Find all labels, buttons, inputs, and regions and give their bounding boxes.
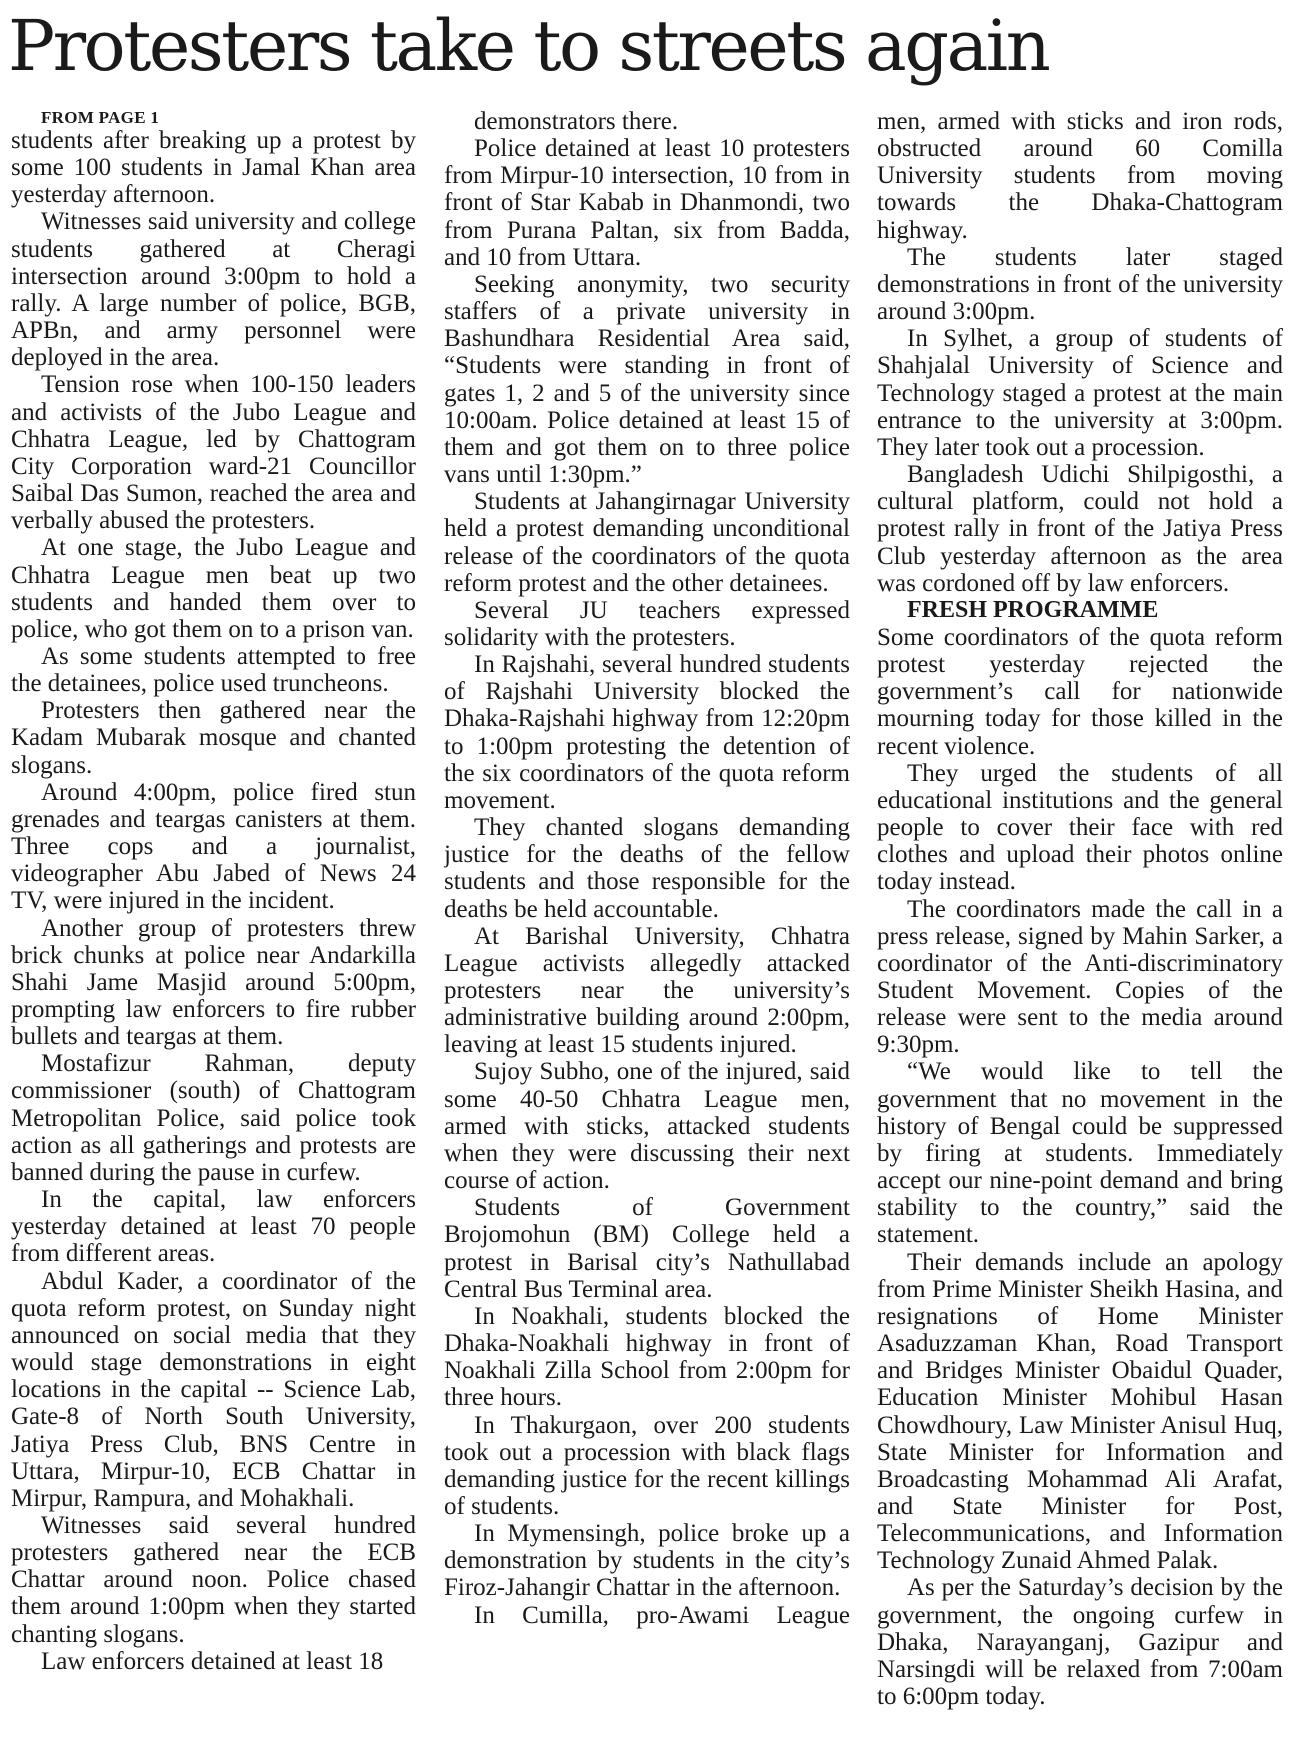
paragraph: Another group of protesters threw brick chunks at police near Andarkilla Shahi Jame Masjid around 5:00pm, prompting law enforcers to fire rubber bullets and teargas at them. xyxy=(11,914,416,1051)
paragraph: Witnesses said several hundred protesters gathered near the ECB Chattar around noon. Police chased them around 1:00pm when they started chanting slogans. xyxy=(11,1511,416,1648)
paragraph: In Rajshahi, several hundred students of Rajshahi University blocked the Dhaka-Rajshahi highway from 12:20pm to 1:00pm protesting the detention of the six coordinators of the quota reform movement. xyxy=(444,651,850,814)
paragraph: The students later staged demonstrations in front of the university around 3:00pm. xyxy=(877,243,1283,326)
paragraph: In Thakurgaon, over 200 students took out a procession with black flags demanding justice for the recent killings of students. xyxy=(444,1411,850,1520)
paragraph: At Barishal University, Chhatra League activists allegedly attacked protesters near the university’s administrative building around 2:00pm, leaving at least 15 students injured. xyxy=(444,922,850,1059)
paragraph: Sujoy Subho, one of the injured, said some 40-50 Chhatra League men, armed with sticks, attacked students when they were discussing their next course of action. xyxy=(444,1058,850,1195)
section-subhead: FRESH PROGRAMME xyxy=(907,596,1159,623)
paragraph: Abdul Kader, a coordinator of the quota reform protest, on Sunday night announced on social media that they would stage demonstrations in eight locations in the capital -- Science Lab, Gate-8 of North South University, Jatiya Press Club, BNS Centre in Uttara, Mirpur-10, ECB Chattar in Mirpur, Rampura, and Mohakhali. xyxy=(11,1267,416,1512)
paragraph: Their demands include an apology from Prime Minister Sheikh Hasina, and resignations of Home Minister Asaduzzaman Khan, Road Transport and Bridges Minister Obaidul Quader, Education Minister Mohibul Hasan Chowdhoury, Law Minister Anisul Huq, State Minister for Information and Broadcasting Mohammad Ali Arafat, and State Minister for Post, Telecommunications, and Information Technology Zunaid Ahmed Palak. xyxy=(877,1248,1283,1575)
paragraph: Tension rose when 100-150 leaders and activists of the Jubo League and Chhatra League, led by Chattogram City Corporation ward-21 Councillor Saibal Das Sumon, reached the area and verbally abused the protesters. xyxy=(11,371,416,535)
paragraph: In Cumilla, pro-Awami League xyxy=(474,1601,850,1629)
paragraph: Students of Government Brojomohun (BM) College held a protest in Barisal city’s Nathullabad Central Bus Terminal area. xyxy=(444,1194,850,1303)
paragraph: In the capital, law enforcers yesterday detained at least 70 people from different areas. xyxy=(11,1186,416,1268)
paragraph: They chanted slogans demanding justice for the deaths of the fellow students and those responsible for the deaths be held accountable. xyxy=(444,814,850,923)
paragraph: In Sylhet, a group of students of Shahjalal University of Science and Technology staged a protest at the main entrance to the university at 3:00pm. They later took out a procession. xyxy=(877,325,1283,461)
paragraph: At one stage, the Jubo League and Chhatra League men beat up two students and handed them over to police, who got them on to a prison van. xyxy=(11,534,416,643)
paragraph: Witnesses said university and college students gathered at Cheragi intersection around 3:00pm to hold a rally. A large number of police, BGB, APBn, and army personnel were deployed in the area. xyxy=(11,208,416,372)
paragraph: The coordinators made the call in a press release, signed by Mahin Sarker, a coordinator of the Anti-discriminatory Student Movement. Copies of the release were sent to the media around 9:30pm. xyxy=(877,895,1283,1059)
article-column-2 xyxy=(444,108,850,1733)
paragraph: Protesters then gathered near the Kadam Mubarak mosque and chanted slogans. xyxy=(11,697,416,779)
paragraph: Bangladesh Udichi Shilpigosthi, a cultural platform, could not hold a protest rally in front of the Jatiya Press Club yesterday afternoon as the area was cordoned off by law enforcers. xyxy=(877,461,1283,597)
paragraph: Students at Jahangirnagar University held a protest demanding unconditional release of the coordinators of the quota reform protest and the other detainees. xyxy=(444,488,850,597)
paragraph: In Mymensingh, police broke up a demonstration by students in the city’s Firoz-Jahangir Chattar in the afternoon. xyxy=(444,1520,850,1602)
paragraph: Some coordinators of the quota reform protest yesterday rejected the government’s call for nationwide mourning today for those killed in the recent violence. xyxy=(877,623,1283,760)
paragraph: In Noakhali, students blocked the Dhaka-Noakhali highway in front of Noakhali Zilla School from 2:00pm for three hours. xyxy=(444,1302,850,1412)
continuation-kicker: FROM PAGE 1 xyxy=(41,108,160,127)
paragraph: As some students attempted to free the detainees, police used truncheons. xyxy=(11,642,416,698)
paragraph: Law enforcers detained at least 18 xyxy=(41,1647,384,1675)
article-column-3 xyxy=(877,108,1283,1733)
paragraph: students after breaking up a protest by some 100 students in Jamal Khan area yesterday afternoon. xyxy=(11,127,416,209)
paragraph: Seeking anonymity, two security staffers of a private university in Bashundhara Residential Area said, “Students were standing in front of gates 1, 2 and 5 of the university since 10:00am. Police detained at least 15 of them and got them on to three police vans until 1:30pm.” xyxy=(444,270,850,489)
paragraph: As per the Saturday’s decision by the government, the ongoing curfew in Dhaka, Narayanganj, Gazipur and Narsingdi will be relaxed from 7:00am to 6:00pm today. xyxy=(877,1574,1283,1711)
paragraph: men, armed with sticks and iron rods, obstructed around 60 Comilla University students from moving towards the Dhaka-Chattogram highway. xyxy=(877,108,1283,244)
paragraph: Police detained at least 10 protesters from Mirpur-10 intersection, 10 from in front of Star Kabab in Dhanmondi, two from Purana Paltan, six from Badda, and 10 from Uttara. xyxy=(444,135,850,271)
headline: Protesters take to streets again xyxy=(8,5,1049,87)
article-column-1 xyxy=(11,108,416,1733)
paragraph: Around 4:00pm, police fired stun grenades and teargas canisters at them. Three cops and a journalist, videographer Abu Jabed of News 24 TV, were injured in the incident. xyxy=(11,778,416,915)
paragraph: Several JU teachers expressed solidarity with the protesters. xyxy=(444,596,850,651)
paragraph: Mostafizur Rahman, deputy commissioner (south) of Chattogram Metropolitan Police, said police took action as all gatherings and protests are banned during the pause in curfew. xyxy=(11,1050,416,1186)
paragraph: demonstrators there. xyxy=(474,108,679,135)
paragraph: They urged the students of all educational institutions and the general people to cover their face with red clothes and upload their photos online today instead. xyxy=(877,759,1283,896)
paragraph: “We would like to tell the government that no movement in the history of Bengal could be suppressed by firing at students. Immediately accept our nine-point demand and bring stability to the country,” said the statement. xyxy=(877,1058,1283,1249)
